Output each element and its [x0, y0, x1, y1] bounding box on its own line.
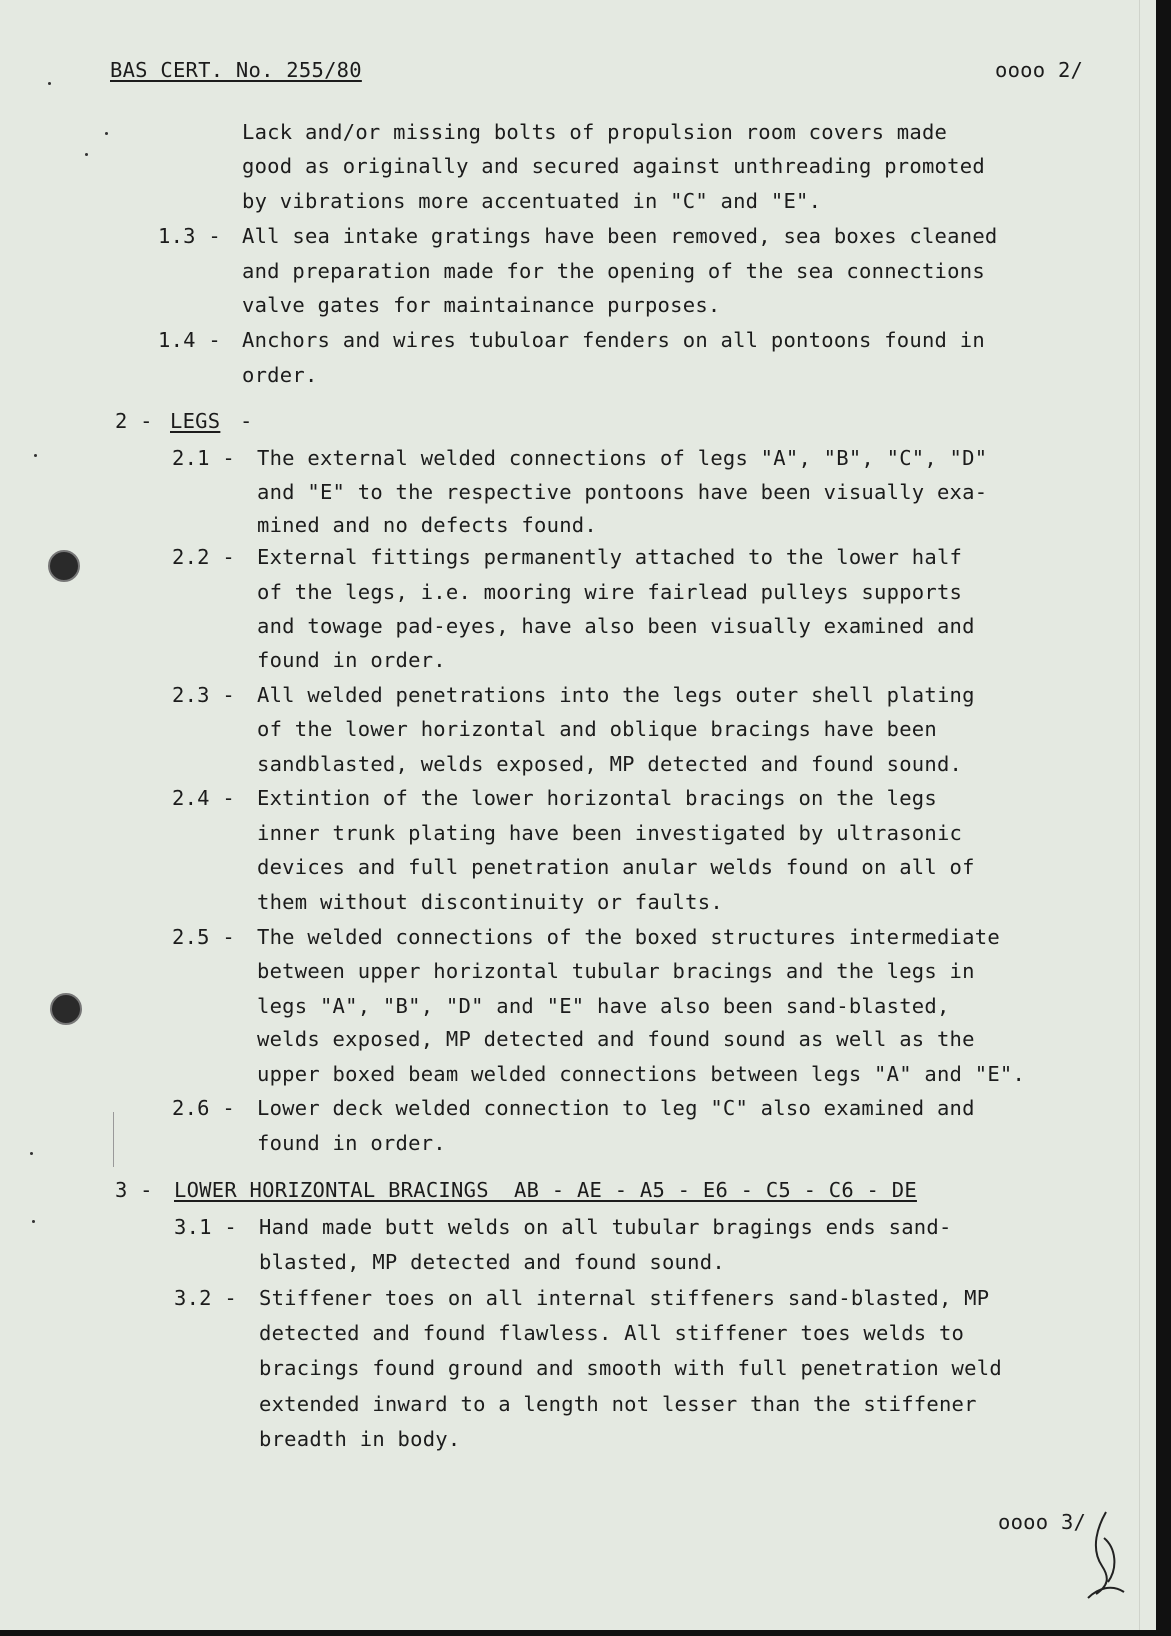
item-line: of the legs, i.e. mooring wire fairlead pulleys supports [257, 580, 963, 604]
item-number: 2.2 - [172, 545, 235, 569]
page-continuation-bottom: oooo 3/ [998, 1510, 1087, 1534]
item-line: bracings found ground and smooth with full penetration weld [259, 1356, 1002, 1380]
speck [48, 82, 51, 85]
item-line: detected and found flawless. All stiffener toes welds to [259, 1321, 965, 1345]
item-line: The welded connections of the boxed structures intermediate [257, 925, 1000, 949]
item-line: Anchors and wires tubuloar fenders on all pontoons found in [242, 328, 985, 352]
item-line: All sea intake gratings have been removed, sea boxes cleaned [242, 224, 998, 248]
section-title: LEGS [170, 409, 221, 433]
page-fold [1139, 0, 1140, 1630]
item-line: welds exposed, MP detected and found sound as well as the [257, 1027, 975, 1051]
item-line: mined and no defects found. [257, 513, 597, 537]
speck [32, 1220, 35, 1223]
item-number: 1.4 - [158, 328, 221, 352]
item-line: found in order. [257, 648, 446, 672]
item-line: sandblasted, welds exposed, MP detected and found sound. [257, 752, 963, 776]
item-line: Stiffener toes on all internal stiffeners sand-blasted, MP [259, 1286, 990, 1310]
item-line: Lower deck welded connection to leg "C" also examined and [257, 1096, 975, 1120]
item-line: and "E" to the respective pontoons have been visually exa- [257, 480, 988, 504]
item-line: them without discontinuity or faults. [257, 890, 723, 914]
item-line: upper boxed beam welded connections between legs "A" and "E". [257, 1062, 1026, 1086]
item-line: breadth in body. [259, 1427, 461, 1451]
section-title: LOWER HORIZONTAL BRACINGS AB - AE - A5 - E6 - C5 - C6 - DE [174, 1178, 917, 1202]
item-line: devices and full penetration anular welds found on all of [257, 855, 975, 879]
intro-line: good as originally and secured against unthreading promoted [242, 154, 985, 178]
item-line: order. [242, 363, 318, 387]
item-line: extended inward to a length not lesser than the stiffener [259, 1392, 977, 1416]
intro-line: Lack and/or missing bolts of propulsion room covers made [242, 120, 948, 144]
speck [30, 1152, 33, 1155]
speck [85, 153, 88, 156]
item-number: 3.1 - [174, 1215, 237, 1239]
item-line: Extintion of the lower horizontal bracings on the legs [257, 786, 937, 810]
speck [105, 132, 108, 135]
item-line: External fittings permanently attached to the lower half [257, 545, 963, 569]
punch-hole-icon [50, 993, 82, 1025]
item-number: 2.5 - [172, 925, 235, 949]
item-number: 2.4 - [172, 786, 235, 810]
item-number: 1.3 - [158, 224, 221, 248]
item-line: found in order. [257, 1131, 446, 1155]
item-number: 2.1 - [172, 446, 235, 470]
item-line: The external welded connections of legs "A", "B", "C", "D" [257, 446, 988, 470]
item-line: and towage pad-eyes, have also been visually examined and [257, 614, 975, 638]
section-number: 3 - [115, 1178, 153, 1202]
intro-line: by vibrations more accentuated in "C" and "E". [242, 189, 822, 213]
item-line: All welded penetrations into the legs outer shell plating [257, 683, 975, 707]
item-line: of the lower horizontal and oblique bracings have been [257, 717, 937, 741]
item-line: valve gates for maintainance purposes. [242, 293, 721, 317]
page-continuation-top: oooo 2/ [995, 58, 1084, 82]
item-line: blasted, MP detected and found sound. [259, 1250, 725, 1274]
item-line: inner trunk plating have been investigated by ultrasonic [257, 821, 963, 845]
item-line: between upper horizontal tubular bracings and the legs in [257, 959, 975, 983]
signature-initials-icon [1068, 1508, 1128, 1604]
item-number: 3.2 - [174, 1286, 237, 1310]
certificate-number: BAS CERT. No. 255/80 [110, 58, 362, 82]
item-line: and preparation made for the opening of the sea connections [242, 259, 985, 283]
speck [34, 454, 37, 457]
item-number: 2.3 - [172, 683, 235, 707]
section-number: 2 - [115, 409, 153, 433]
section-title-suffix: - [240, 409, 253, 433]
punch-hole-icon [48, 550, 80, 582]
item-line: Hand made butt welds on all tubular bragings ends sand- [259, 1215, 952, 1239]
margin-mark [113, 1112, 114, 1167]
item-line: legs "A", "B", "D" and "E" have also been sand-blasted, [257, 994, 950, 1018]
item-number: 2.6 - [172, 1096, 235, 1120]
